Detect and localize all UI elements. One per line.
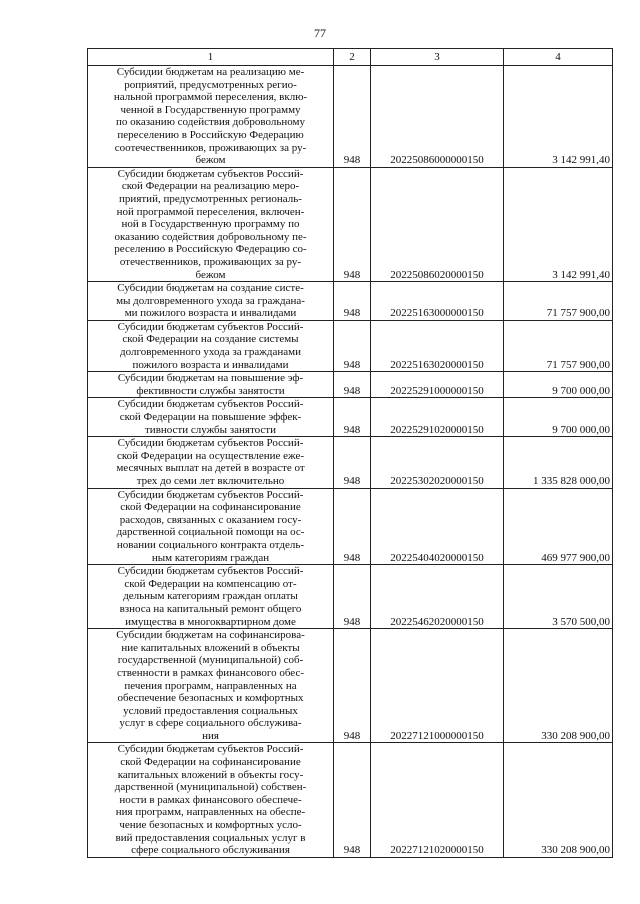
- table-row: [88, 743, 613, 857]
- table-row: [88, 167, 613, 281]
- row-budget-code: 20225086020000150: [371, 167, 504, 281]
- row-amount: 3 570 500,00: [504, 565, 613, 629]
- budget-table: [87, 48, 613, 858]
- row-name: Субсидии бюджетам на повышение эф- фективности службы занятости: [117, 372, 304, 397]
- row-amount: 71 757 900,00: [504, 282, 613, 321]
- row-admin-code: 948: [334, 743, 371, 857]
- row-budget-code: 20227121000000150: [371, 629, 504, 743]
- row-name-cell: [88, 320, 334, 371]
- table-row: [88, 629, 613, 743]
- row-amount: 71 757 900,00: [504, 320, 613, 371]
- row-budget-code: 20225086000000150: [371, 66, 504, 168]
- row-name-cell: [88, 437, 334, 488]
- row-name-cell: [88, 372, 334, 398]
- row-amount: 1 335 828 000,00: [504, 437, 613, 488]
- row-amount: 9 700 000,00: [504, 372, 613, 398]
- row-admin-code: 948: [334, 488, 371, 565]
- column-header-3: 3: [371, 49, 504, 66]
- row-name-cell: [88, 398, 334, 437]
- table-row: [88, 66, 613, 168]
- row-admin-code: 948: [334, 565, 371, 629]
- row-name: Субсидии бюджетам на создание систе- мы долговременного ухода за граждана- ми пожилого возраста и инвалидами: [116, 282, 305, 320]
- row-amount: 469 977 900,00: [504, 488, 613, 565]
- row-budget-code: 20225404020000150: [371, 488, 504, 565]
- table-row: [88, 488, 613, 565]
- column-header-1: 1: [88, 49, 334, 66]
- table-header-row: [88, 49, 613, 66]
- row-admin-code: 948: [334, 629, 371, 743]
- row-name: Субсидии бюджетам субъектов Россий- ской Федерации на компенсацию от- дельным категориям граждан оплаты взноса на капитальный ремонт общего имущества в многоквартирном доме: [117, 565, 304, 628]
- row-admin-code: 948: [334, 282, 371, 321]
- row-budget-code: 20225291000000150: [371, 372, 504, 398]
- row-name-cell: [88, 488, 334, 565]
- row-admin-code: 948: [334, 437, 371, 488]
- row-amount: 3 142 991,40: [504, 167, 613, 281]
- column-header-2: 2: [334, 49, 371, 66]
- row-budget-code: 20225163000000150: [371, 282, 504, 321]
- table-row: [88, 565, 613, 629]
- row-name: Субсидии бюджетам субъектов Россий- ской Федерации на софинансирование расходов, связанных с оказанием госу- дарственной социальной помощи на ос- новании социального контракта отдель- ным категориям граждан: [116, 488, 305, 564]
- column-header-4: 4: [504, 49, 613, 66]
- row-name-cell: [88, 629, 334, 743]
- row-budget-code: 20227121020000150: [371, 743, 504, 857]
- row-admin-code: 948: [334, 372, 371, 398]
- row-name-cell: [88, 167, 334, 281]
- table-row: [88, 437, 613, 488]
- row-admin-code: 948: [334, 320, 371, 371]
- row-amount: 3 142 991,40: [504, 66, 613, 168]
- row-name-cell: [88, 743, 334, 857]
- row-amount: 330 208 900,00: [504, 629, 613, 743]
- row-name-cell: [88, 66, 334, 168]
- row-name: Субсидии бюджетам на софинансирова- ние капитальных вложений в объекты государственной (муниципальной) соб- ственности в рамках финансового обес- печения программ, направленных на обеспечение безопасных и комфортных условий предоставления социальных услуг в сфере социального обслужива- ния: [116, 629, 305, 742]
- row-amount: 9 700 000,00: [504, 398, 613, 437]
- table-row: [88, 282, 613, 321]
- row-budget-code: 20225291020000150: [371, 398, 504, 437]
- row-admin-code: 948: [334, 398, 371, 437]
- row-name: Субсидии бюджетам субъектов Россий- ской Федерации на софинансирование капитальных вложений в объекты госу- дарственной (муниципальной) собствен- ности в рамках финансового обеспече- ния программ, направленных на обеспе- чение безопасных и комфортных усло- вий предоставления социальных услуг в сфере социального обслуживания: [114, 743, 307, 857]
- row-admin-code: 948: [334, 66, 371, 168]
- row-name: Субсидии бюджетам субъектов Россий- ской Федерации на осуществление еже- месячных выплат на детей в возрасте от трех до семи лет включительно: [116, 437, 305, 487]
- row-name-cell: [88, 565, 334, 629]
- table-row: [88, 398, 613, 437]
- row-budget-code: 20225462020000150: [371, 565, 504, 629]
- row-name: Субсидии бюджетам субъектов Россий- ской Федерации на повышение эффек- тивности службы занятости: [117, 398, 304, 436]
- row-name: Субсидии бюджетам субъектов Россий- ской Федерации на создание системы долговременного ухода за гражданами пожилого возраста и инвалидами: [117, 320, 304, 371]
- row-name-cell: [88, 282, 334, 321]
- row-amount: 330 208 900,00: [504, 743, 613, 857]
- page-number: 77: [314, 26, 326, 40]
- table-row: [88, 372, 613, 398]
- row-name: Субсидии бюджетам субъектов Россий- ской Федерации на реализацию меро- приятий, предусмотренных региональ- ной программой переселения, включен- ной в Государственную программу по оказанию содействия добровольному пе- реселению в Российскую Федерацию со- отечественников, проживающих за ру- бежом: [114, 167, 307, 281]
- table-row: [88, 320, 613, 371]
- row-admin-code: 948: [334, 167, 371, 281]
- row-budget-code: 20225302020000150: [371, 437, 504, 488]
- row-name: Субсидии бюджетам на реализацию ме- роприятий, предусмотренных регио- нальной программой переселения, вклю- ченной в Государственную программу по оказанию содействия добровольному переселению в Российскую Федерацию соотечественников, проживающих за ру- бежом: [113, 66, 308, 167]
- row-budget-code: 20225163020000150: [371, 320, 504, 371]
